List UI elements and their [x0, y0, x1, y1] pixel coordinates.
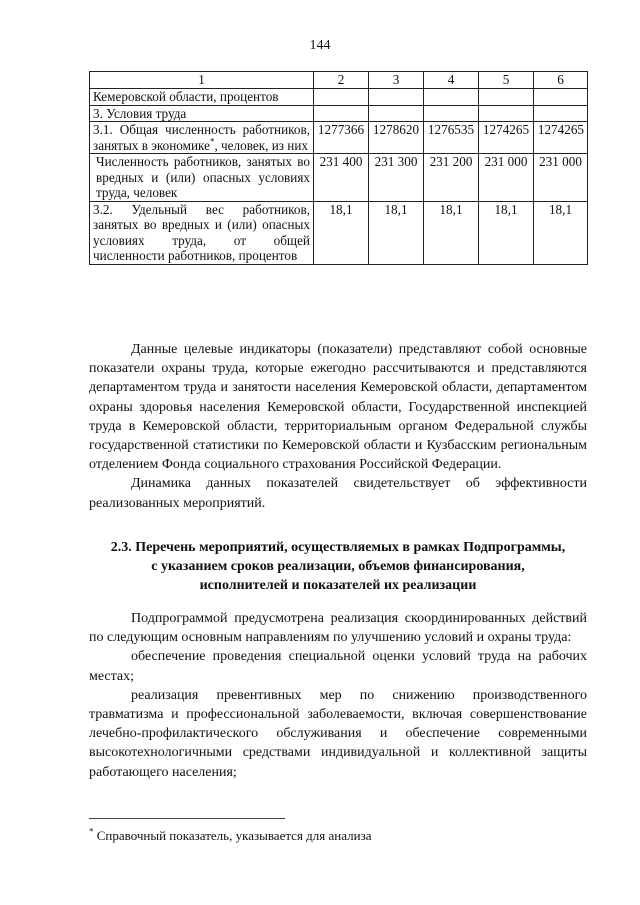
section-heading	[89, 538, 587, 595]
table-header-cell: 3	[369, 72, 424, 89]
table-cell	[479, 89, 534, 106]
row-label: 3.2. Удельный вес работников, занятых во вредных и (или) опасных условиях труда, от общей численности работников, процентов	[90, 201, 314, 264]
table-cell: 18,1	[534, 201, 588, 264]
table-cell: 18,1	[479, 201, 534, 264]
section-body	[89, 609, 587, 782]
row-label: 3. Условия труда	[90, 105, 314, 122]
table-cell: 18,1	[314, 201, 369, 264]
table-cell: 1276535	[424, 122, 479, 154]
indicators-table	[89, 71, 588, 265]
table-cell: 1277366	[314, 122, 369, 154]
table-cell	[314, 89, 369, 106]
page-number: 144	[309, 38, 331, 53]
table-row	[90, 154, 588, 202]
table-cell: 231 200	[424, 154, 479, 202]
table-header-cell: 2	[314, 72, 369, 89]
table-header-cell: 4	[424, 72, 479, 89]
table-row	[90, 89, 588, 106]
table-cell: 231 400	[314, 154, 369, 202]
table-row	[90, 105, 588, 122]
paragraph: Данные целевые индикаторы (показатели) представляют собой основные показатели охраны труда, которые ежегодно рассчитываются и представляются департаментом труда и занятости населения Кемеровской области, департаментом охраны здоровья населения Кемеровской области, Государственной инспекцией труда в Кемеровской области, территориальным органом Федеральной службы государственной статистики по Кемеровской области и Кузбасским региональным отделением Фонда социального страхования Российской Федерации.	[89, 342, 587, 473]
row-label-main: 3.1. Общая численность работников, занятых в экономике	[93, 122, 310, 153]
table-cell	[424, 89, 479, 106]
table-cell: 18,1	[369, 201, 424, 264]
row-label: Кемеровской области, процентов	[90, 89, 314, 106]
table-header-row	[90, 72, 588, 89]
section-heading-line: исполнителей и показателей их реализации	[199, 578, 477, 593]
footnote-mark: *	[209, 136, 215, 147]
table-row	[90, 201, 588, 264]
table-cell: 231 000	[534, 154, 588, 202]
table-cell	[369, 105, 424, 122]
table-cell	[314, 105, 369, 122]
table-row	[90, 122, 588, 154]
table-cell: 1278620	[369, 122, 424, 154]
table-cell: 1274265	[479, 122, 534, 154]
table-cell	[534, 89, 588, 106]
row-label-tail: , человек, из них	[214, 137, 308, 153]
footnote-mark: *	[89, 826, 94, 837]
row-label	[90, 122, 314, 154]
paragraph: реализация превентивных мер по снижению производственного травматизма и профессиональной заболеваемости, включая совершенствование лечебно-профилактического обслуживания и обеспечение современными высокотехнологичными средствами индивидуальной и коллективной защиты работающего населения;	[89, 687, 587, 780]
section-heading-line: с указанием сроков реализации, объемов финансирования,	[151, 559, 525, 574]
footnote	[89, 828, 587, 844]
section-heading-line: 2.3. Перечень мероприятий, осуществляемых в рамках Подпрограммы,	[110, 540, 566, 555]
footnote-text: Справочный показатель, указывается для анализа	[93, 828, 372, 843]
paragraph: обеспечение проведения специальной оценки условий труда на рабочих местах;	[89, 649, 587, 684]
table-cell: 231 000	[479, 154, 534, 202]
footnote-divider	[89, 818, 285, 819]
table-header-cell: 5	[479, 72, 534, 89]
table-cell	[479, 105, 534, 122]
table-cell	[369, 89, 424, 106]
table-cell	[424, 105, 479, 122]
table-cell: 231 300	[369, 154, 424, 202]
paragraph: Подпрограммой предусмотрена реализация скоординированных действий по следующим основным направлениям по улучшению условий и охраны труда:	[89, 611, 587, 646]
table-cell: 18,1	[424, 201, 479, 264]
paragraph: Динамика данных показателей свидетельствует об эффективности реализованных мероприятий.	[89, 476, 587, 511]
table-cell	[534, 105, 588, 122]
table-header-cell: 1	[90, 72, 314, 89]
row-label: Численность работников, занятых во вредных и (или) опасных условиях труда, человек	[90, 154, 314, 202]
indicators-description	[89, 340, 587, 513]
table-header-cell: 6	[534, 72, 588, 89]
table-cell: 1274265	[534, 122, 588, 154]
